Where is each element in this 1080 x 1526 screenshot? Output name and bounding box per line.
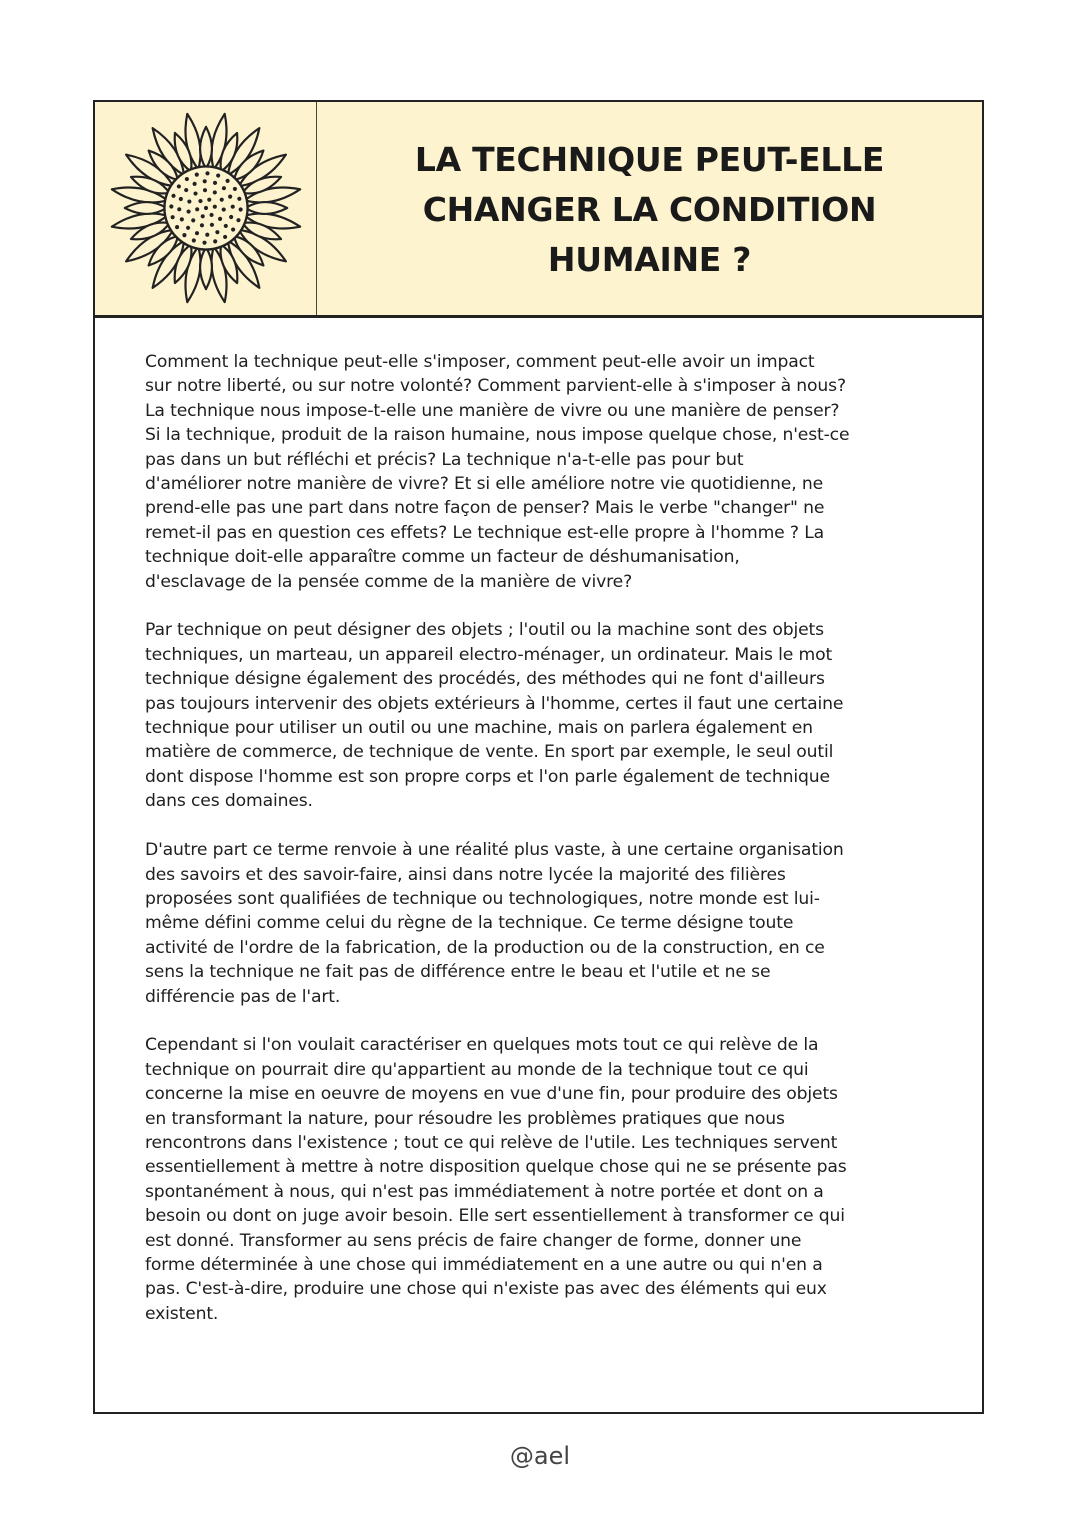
seed-dot — [175, 225, 179, 229]
seed-dot — [216, 173, 220, 177]
paragraph-line: est donné. Transformer au sens précis de faire changer de forme, donner une — [145, 1230, 802, 1251]
title-line-2: CHANGER LA CONDITION — [422, 189, 877, 229]
paragraph-line: concerne la mise en oeuvre de moyens en vue d'une fin, pour produire des objets — [145, 1084, 838, 1105]
seed-dot — [210, 223, 214, 227]
seed-dot — [203, 188, 207, 192]
paragraph-line: La technique nous impose-t-elle une manière de vivre ou une manière de penser? — [145, 400, 840, 421]
paragraph-line: Si la technique, produit de la raison humaine, nous impose quelque chose, n'est-ce — [145, 425, 850, 446]
seed-dot — [222, 208, 226, 212]
seed-dot — [198, 199, 202, 203]
paragraph-line: différencie pas de l'art. — [145, 986, 341, 1007]
title-line-1: LA TECHNIQUE PEUT-ELLE — [414, 139, 885, 179]
paragraph-line: Cependant si l'on voulait caractériser en quelques mots tout ce qui relève de la — [145, 1035, 819, 1056]
seed-dot — [195, 207, 199, 211]
seed-dot — [204, 206, 208, 210]
paragraph-line: dans ces domaines. — [145, 791, 313, 812]
seed-dot — [195, 231, 199, 235]
seed-dot — [182, 233, 186, 237]
petal — [200, 248, 212, 290]
seed-dot — [193, 191, 197, 195]
seed-dot — [193, 182, 197, 186]
seed-dot — [231, 205, 235, 209]
seed-dot — [171, 215, 175, 219]
paragraph-line: d'améliorer notre manière de vivre? Et si elle améliore notre vie quotidienne, ne — [145, 474, 823, 495]
seed-dot — [213, 205, 217, 209]
paragraph-line: Par technique on peut désigner des objets ; l'outil ou la machine sont des objets — [145, 620, 824, 641]
seed-dot — [201, 214, 205, 218]
paragraph-line: pas dans un but réfléchi et précis? La technique n'a-t-elle pas pour but — [145, 449, 744, 470]
document-frame — [93, 100, 984, 1414]
seed-dot — [177, 207, 181, 211]
seed-dot — [169, 204, 173, 208]
seed-dot — [177, 184, 181, 188]
title-line-3: HUMAINE ? — [547, 239, 752, 279]
seed-dot — [186, 209, 190, 213]
paragraph-line: technique on pourrait dire qu'appartient au monde de la technique tout ce qui — [145, 1059, 809, 1080]
paragraph-line: des savoirs et des savoir-faire, ainsi dans notre lycée la majorité des filières — [145, 864, 786, 885]
paragraph-line: dont dispose l'homme est son propre corps et l'on parle également de technique — [145, 766, 830, 787]
seed-dot — [213, 190, 217, 194]
seed-dot — [184, 188, 188, 192]
seed-dot — [203, 179, 207, 183]
paragraph-3 — [145, 838, 975, 1009]
paragraph-line: essentiellement à mettre à notre disposition quelque chose qui ne se présente pas — [145, 1157, 847, 1178]
seed-dot — [192, 238, 196, 242]
seed-dot — [236, 218, 240, 222]
paragraph-line: spontanément à nous, qui n'est pas immédiatement à notre portée et dont on a — [145, 1181, 824, 1202]
page-title — [317, 102, 982, 315]
petal — [246, 202, 288, 214]
seed-dot — [185, 177, 189, 181]
seed-dot — [191, 218, 195, 222]
paragraph-line: sens la technique ne fait pas de différence entre le beau et l'utile et ne se — [145, 962, 771, 983]
paragraph-line: proposées sont qualifiées de technique ou technologiques, notre monde est lui- — [145, 888, 820, 909]
sunflower-icon — [107, 108, 305, 308]
paragraph-2 — [145, 618, 975, 813]
seed-dot — [220, 198, 224, 202]
seed-dot — [224, 224, 228, 228]
paragraph-line: rencontrons dans l'existence ; tout ce qui relève de l'utile. Les techniques servent — [145, 1132, 838, 1153]
paragraph-1 — [145, 350, 975, 594]
seed-dot — [226, 179, 230, 183]
paragraph-line: techniques, un marteau, un appareil electro-ménager, un ordinateur. Mais le mot — [145, 644, 833, 665]
paragraph-line: en transformant la nature, pour résoudre les problèmes pratiques que nous — [145, 1108, 785, 1129]
header-band — [95, 102, 982, 318]
seed-dot — [205, 171, 209, 175]
seed-dot — [180, 217, 184, 221]
paragraph-line: activité de l'ordre de la fabrication, de la production ou de la construction, en ce — [145, 937, 825, 958]
paragraph-line: technique désigne également des procédés, des méthodes qui ne font d'ailleurs — [145, 669, 825, 690]
seed-dot — [231, 228, 235, 232]
logo-cell — [95, 102, 317, 315]
seed-dot — [239, 207, 243, 211]
paragraph-line: besoin ou dont on juge avoir besoin. Elle sert essentiellement à transformer ce qui — [145, 1206, 845, 1227]
seed-dot — [202, 241, 206, 245]
seed-dot — [215, 230, 219, 234]
seed-dot — [213, 181, 217, 185]
paragraph-line: matière de commerce, de technique de vente. En sport par exemple, le seul outil — [145, 742, 834, 763]
paragraph-line: pas. C'est-à-dire, produire une chose qui n'existe pas avec des éléments qui eux — [145, 1279, 827, 1300]
seed-dot — [223, 235, 227, 239]
petal — [125, 202, 167, 214]
paragraph-line: pas toujours intervenir des objets extérieurs à l'homme, certes il faut une certaine — [145, 693, 844, 714]
seed-dot — [237, 197, 241, 201]
seed-dot — [233, 187, 237, 191]
paragraph-line: existent. — [145, 1303, 219, 1324]
petal — [200, 127, 212, 169]
paragraph-line: forme déterminée à une chose qui immédiatement en a une autre ou qui n'en a — [145, 1254, 823, 1275]
seed-dot — [205, 233, 209, 237]
seed-dot — [200, 223, 204, 227]
seed-dot — [186, 226, 190, 230]
seed-dot — [195, 173, 199, 177]
seed-dot — [209, 213, 213, 217]
body-text — [145, 350, 975, 1351]
footer-handle: @ael — [509, 1442, 571, 1470]
seed-dot — [187, 199, 191, 203]
paragraph-line: technique pour utiliser un outil ou une machine, mais on parlera également en — [145, 718, 813, 739]
paragraph-line: même défini comme celui du règne de la technique. Ce terme désigne toute — [145, 913, 794, 934]
seed-dot — [218, 217, 222, 221]
paragraph-4 — [145, 1033, 975, 1326]
paragraph-line: prend-elle pas une part dans notre façon de penser? Mais le verbe "changer" ne — [145, 498, 825, 519]
paragraph-line: d'esclavage de la pensée comme de la manière de vivre? — [145, 571, 633, 592]
seed-dot — [207, 198, 211, 202]
paragraph-line: D'autre part ce terme renvoie à une réalité plus vaste, à une certaine organisation — [145, 840, 844, 861]
paragraph-line: sur notre liberté, ou sur notre volonté? Comment parvient-elle à s'imposer à nous? — [145, 376, 846, 397]
seed-dot — [228, 195, 232, 199]
seed-dot — [229, 215, 233, 219]
seed-dot — [213, 239, 217, 243]
paragraph-line: remet-il pas en question ces effets? Le technique est-elle propre à l'homme ? La — [145, 522, 824, 543]
seed-dot — [171, 194, 175, 198]
paragraph-line: technique doit-elle apparaître comme un facteur de déshumanisation, — [145, 547, 740, 568]
seed-dot — [179, 197, 183, 201]
paragraph-line: Comment la technique peut-elle s'imposer, comment peut-elle avoir un impact — [145, 352, 815, 372]
seed-dot — [222, 186, 226, 190]
